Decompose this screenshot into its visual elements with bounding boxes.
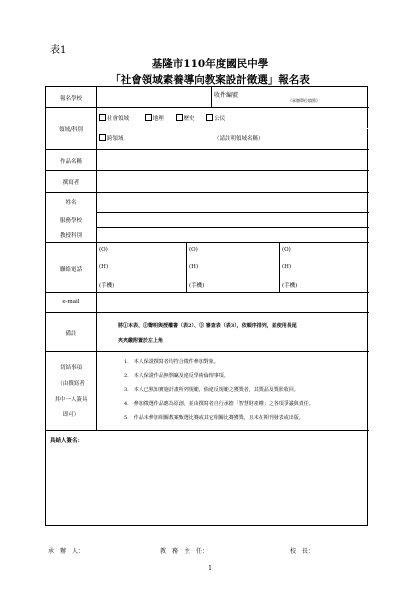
email-label: e-mail [62, 299, 80, 305]
phone-office-1: (O) [99, 247, 108, 253]
signer-label: 具結人簽名： [50, 438, 84, 444]
name-label: 姓名 [65, 200, 77, 206]
phone-home-2: (H) [189, 264, 199, 270]
domain-label: 領域/科別 [59, 127, 83, 133]
pledge-label-2: （由撰寫者 [57, 381, 85, 387]
phone-home-1: (H) [99, 264, 109, 270]
pledge-item-1: 1. 本人保證撰寫者均符合徵件參加對象。 [124, 359, 219, 365]
phone-office-2: (O) [189, 247, 198, 253]
phone-mobile-2: (手機) [189, 283, 205, 289]
remark-label: 備註 [65, 331, 77, 337]
pledge-item-5: 5. 作品未參加相關教案甄選比賽或其它相關比賽獲獎，且未在期刊發表或出版。 [124, 415, 304, 421]
cross-domain-note: （請註明領域名稱） [214, 136, 264, 142]
checkbox-geography[interactable] [145, 114, 152, 121]
work-title-label: 作品名稱 [59, 159, 82, 165]
phone-mobile-3: (手機) [282, 283, 298, 289]
cross-domain-option: 跨領域 [99, 134, 124, 142]
director-signature: 教 務 主 任： [160, 548, 209, 555]
pledge-item-3: 3. 本人已熟知實施計畫所列規範，倘違反規範之獲獎者，其獎品及獎狀收回。 [124, 387, 299, 393]
page-number: 1 [208, 565, 212, 572]
school-heading: 基隆市110年度國民中學 [151, 58, 269, 70]
subject-label: 教授科別 [59, 233, 82, 239]
contractor-signature: 承 辦 人： [48, 548, 85, 555]
checkbox-cross-domain[interactable] [99, 134, 106, 141]
pledge-item-4: 4. 參加徵選作品應為原創，並由撰寫者自行承擔「智慧財產權」之各項爭議與責任。 [124, 401, 314, 407]
registration-table [45, 86, 368, 526]
principal-signature: 校 長： [290, 548, 315, 555]
receipt-code-label: 收件編號 [214, 92, 239, 99]
remark-line-1: 將①本表、②聲明與授權書（表2）、③ 審查表（表3），依順序排列，並使用長尾 [118, 323, 297, 329]
phone-mobile-1: (手機) [99, 283, 115, 289]
remark-line-2: 夾夾繳附置於左上角 [118, 338, 164, 344]
pledge-item-2: 2. 本人保證作品無剽竊及違反學術倫理事項。 [124, 373, 229, 379]
phone-home-3: (H) [282, 264, 292, 270]
phone-label: 聯絡電話 [59, 267, 82, 273]
pledge-label-4: 即可） [62, 412, 80, 418]
form-tag: 表1 [50, 45, 67, 56]
domain-options: 社會領域 地理 歷史 公民 [99, 114, 225, 122]
pledge-label-3: 其中一人簽具 [54, 397, 88, 403]
form-title: 「社會領域素養導向教案設計徵選」報名表 [110, 74, 310, 86]
author-label: 撰寫者 [62, 180, 80, 186]
checkbox-social[interactable] [99, 114, 106, 121]
phone-office-3: (O) [282, 247, 291, 253]
pledge-label-1: 切結事項 [59, 365, 82, 371]
checkbox-history[interactable] [176, 114, 183, 121]
serving-school-label: 服務學校 [59, 218, 82, 224]
school-label: 報名學校 [59, 96, 82, 102]
receipt-code-note: （承辦單位填寫） [288, 98, 320, 103]
checkbox-civics[interactable] [206, 114, 213, 121]
